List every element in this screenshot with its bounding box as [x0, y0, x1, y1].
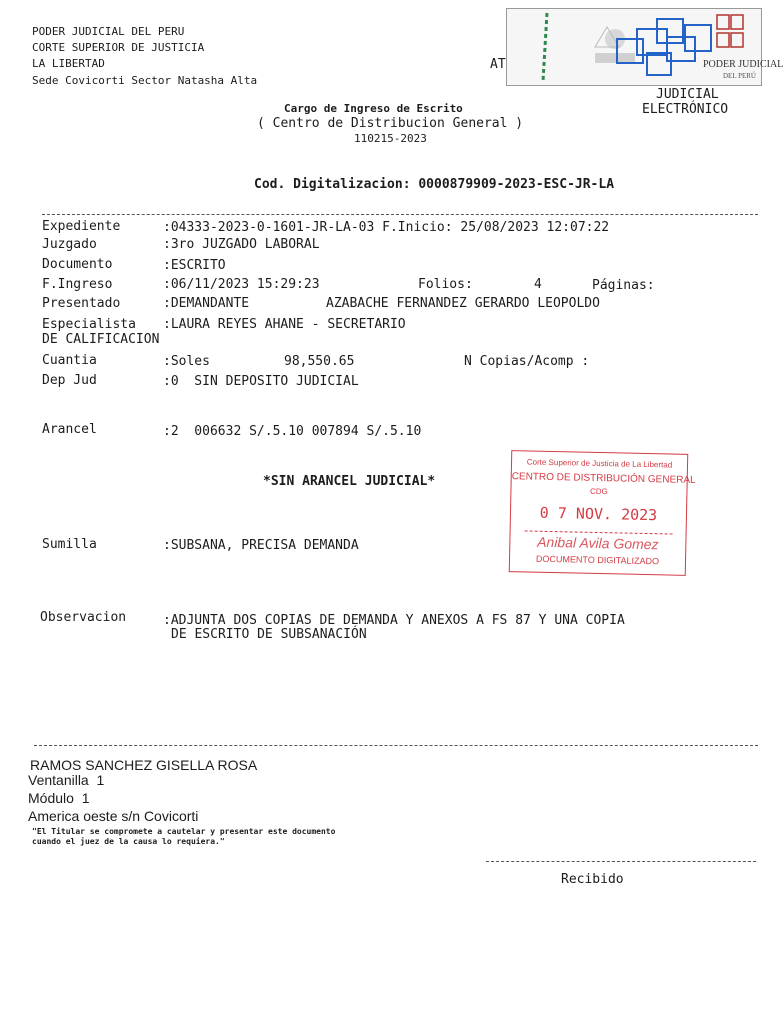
cuantia-value: :Soles: [163, 354, 210, 369]
depjud-value: :0 SIN DEPOSITO JUDICIAL: [163, 374, 359, 389]
partial-code: AT: [490, 57, 506, 72]
stamp-line-1: Corte Superior de Justicia de La Libertad: [526, 457, 673, 470]
presentado-value: :DEMANDANTE: [163, 296, 250, 311]
recibido-label: Recibido: [561, 872, 624, 887]
logo-text-2: DEL PERÚ: [723, 72, 756, 80]
footer-note-1: "El Titular se compromete a cautelar y presentar este documento: [32, 827, 336, 836]
paginas-label: Páginas:: [592, 278, 655, 293]
juzgado-label: Juzgado: [42, 237, 97, 252]
stamp-line-5: DOCUMENTO DIGITALIZADO: [535, 553, 660, 567]
especialista-cont: DE CALIFICACION: [42, 332, 160, 347]
sumilla-value: :SUBSANA, PRECISA DEMANDA: [163, 538, 359, 553]
document-number: 110215-2023: [354, 132, 427, 145]
reception-stamp: [509, 450, 696, 576]
signature-line: [486, 861, 756, 862]
header-line-4: Sede Covicorti Sector Natasha Alta: [32, 74, 258, 87]
electronico-label: ELECTRÓNICO: [642, 102, 729, 117]
expediente-label: Expediente: [42, 219, 121, 234]
folios-value: 4: [534, 277, 542, 292]
stamp-signature: Anibal Avila Gomez: [537, 533, 659, 553]
sumilla-label: Sumilla: [42, 537, 97, 552]
fingreso-value: :06/11/2023 15:29:23: [163, 277, 320, 292]
footer-ventanilla: Ventanilla 1: [28, 772, 105, 788]
observacion-value-1: :ADJUNTA DOS COPIAS DE DEMANDA Y ANEXOS A FS 87 Y UNA COPIA: [163, 613, 625, 628]
cuantia-amount: 98,550.65: [284, 354, 355, 369]
footer-address: America oeste s/n Covicorti: [28, 808, 199, 824]
logo-text-1: PODER JUDICIAL: [703, 59, 783, 70]
arancel-value: :2 006632 S/.5.10 007894 S/.5.10: [163, 424, 422, 439]
stamp-date: 0 7 NOV. 2023: [539, 503, 658, 525]
cuantia-label: Cuantia: [42, 353, 97, 368]
footer-modulo: Módulo 1: [28, 790, 90, 806]
documento-value: :ESCRITO: [163, 258, 226, 273]
documento-label: Documento: [42, 257, 113, 272]
arancel-label: Arancel: [42, 422, 97, 437]
stamp-line-2: CENTRO DE DISTRIBUCIÓN GENERAL: [511, 471, 696, 487]
document-subtitle: ( Centro de Distribucion General ): [257, 116, 524, 131]
observacion-value-2: DE ESCRITO DE SUBSANACIÓN: [171, 627, 367, 642]
juzgado-value: :3ro JUZGADO LABORAL: [163, 237, 320, 252]
bottom-divider: [34, 745, 758, 746]
footer-note-2: cuando el juez de la causa lo requiera.": [32, 837, 225, 846]
footer-name: RAMOS SANCHEZ GISELLA ROSA: [30, 757, 258, 773]
presentado-label: Presentado: [42, 296, 121, 311]
expediente-value: :04333-2023-0-1601-JR-LA-03 F.Inicio: 25/08/2023 12:07:22: [163, 220, 610, 235]
copias-label: N Copias/Acomp :: [464, 354, 590, 369]
stamp-line-3: CDG: [589, 486, 608, 497]
sin-arancel-heading: *SIN ARANCEL JUDICIAL*: [263, 474, 436, 489]
fingreso-label: F.Ingreso: [42, 277, 113, 292]
presentado-name: AZABACHE FERNANDEZ GERARDO LEOPOLDO: [326, 296, 600, 311]
top-divider: [42, 214, 758, 215]
observacion-label: Observacion: [40, 610, 127, 625]
poder-judicial-logo: [506, 8, 783, 86]
folios-label: Folios:: [418, 277, 473, 292]
especialista-value: :LAURA REYES AHANE - SECRETARIO: [163, 317, 406, 332]
judicial-label: JUDICIAL: [656, 87, 719, 102]
header-line-3: LA LIBERTAD: [32, 57, 105, 70]
header-line-2: CORTE SUPERIOR DE JUSTICIA: [32, 41, 205, 54]
depjud-label: Dep Jud: [42, 373, 97, 388]
header-line-1: PODER JUDICIAL DEL PERU: [32, 25, 185, 38]
cod-digitalizacion: Cod. Digitalizacion: 0000879909-2023-ESC-JR-LA: [254, 177, 615, 192]
especialista-label: Especialista: [42, 317, 136, 332]
document-title: Cargo de Ingreso de Escrito: [284, 102, 463, 115]
